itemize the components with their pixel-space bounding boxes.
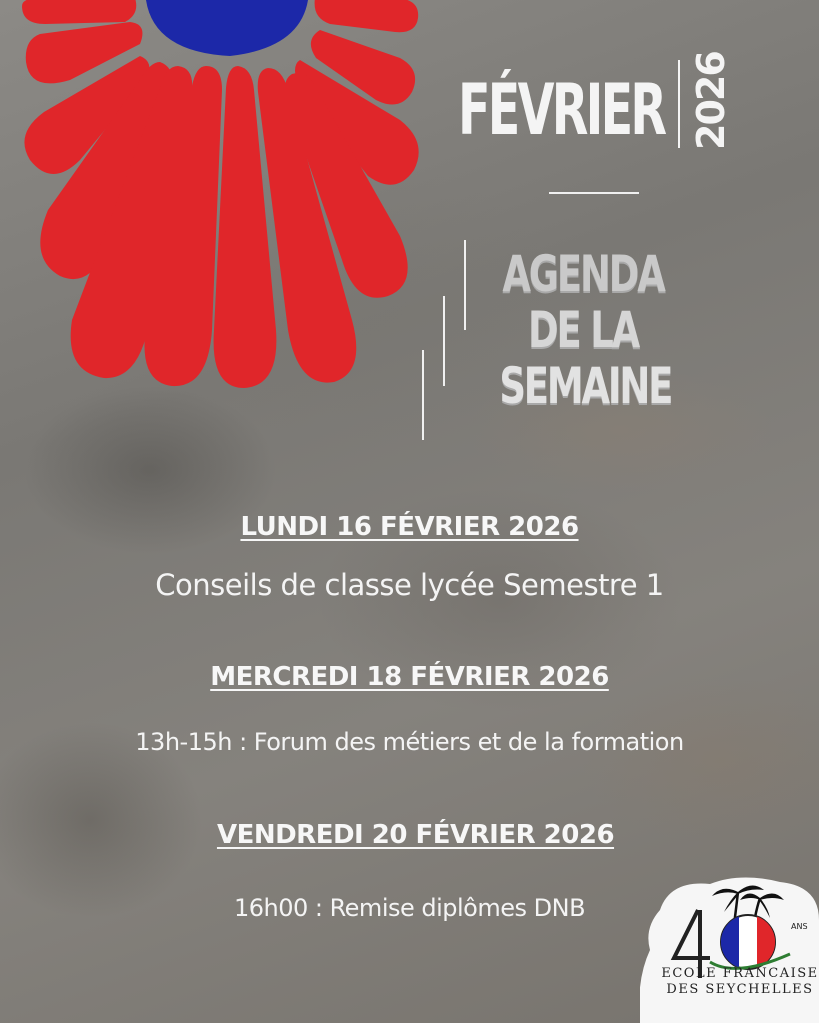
event-description-1: Conseils de classe lycée Semestre 1 [155, 568, 664, 602]
agenda-line-3: SEMAINE [499, 357, 672, 415]
title-divider [678, 60, 680, 148]
short-divider [549, 192, 639, 194]
school-logo [640, 870, 819, 1023]
event-day-2: MERCREDI 18 FÉVRIER 2026 [210, 662, 609, 692]
logo-ans: ANS [791, 922, 808, 931]
year-label: 2026 [689, 52, 733, 150]
agenda-heading [499, 245, 672, 415]
event-description-2: 13h-15h : Forum des métiers et de la formation [135, 728, 684, 756]
decor-line-3 [422, 350, 424, 440]
agenda-line-1: AGENDA [502, 245, 664, 303]
logo-line-1: ECOLE FRANCAISE [661, 966, 819, 981]
event-day-1: LUNDI 16 FÉVRIER 2026 [240, 512, 579, 542]
decor-line-1 [464, 240, 466, 330]
event-day-3: VENDREDI 20 FÉVRIER 2026 [216, 820, 615, 850]
agenda-line-2: DE LA [528, 301, 638, 359]
logo-line-2: DES SEYCHELLES [666, 982, 814, 997]
flower-graphic [0, 0, 440, 400]
month-title: FÉVRIER [458, 69, 665, 151]
decor-line-2 [443, 296, 445, 386]
event-description-3: 16h00 : Remise diplômes DNB [233, 894, 586, 922]
